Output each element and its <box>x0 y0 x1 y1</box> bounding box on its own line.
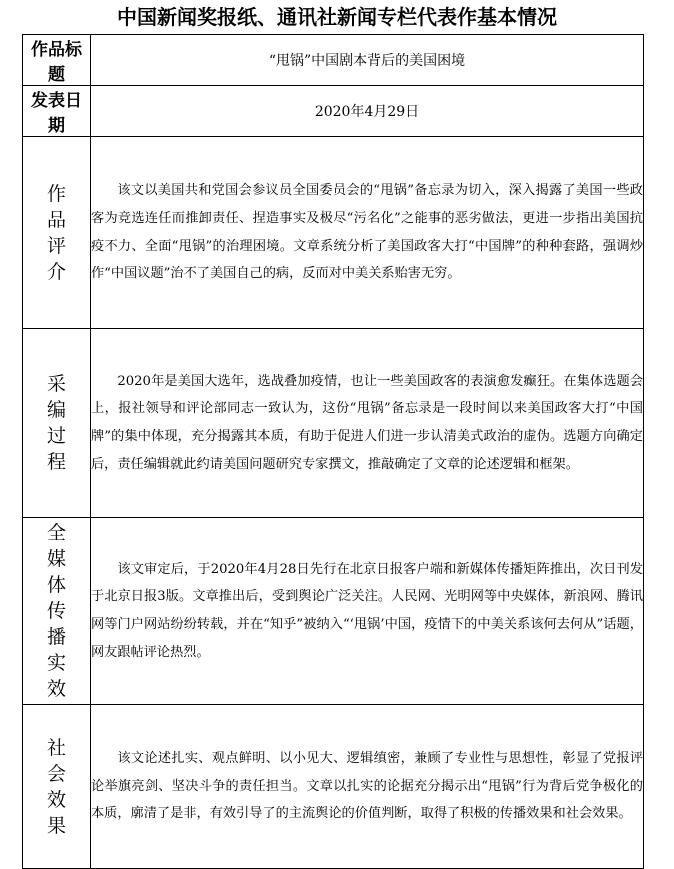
document-title: 中国新闻奖报纸、通讯社新闻专栏代表作基本情况 <box>117 5 557 29</box>
evaluation-label: 作品评介 <box>46 182 66 283</box>
media-effect-label: 全媒体传播实效 <box>46 522 66 700</box>
publish-date-label: 发表日期 <box>23 86 91 137</box>
publish-date-value: 2020年4月29日 <box>91 86 644 137</box>
process-cell <box>91 329 644 518</box>
process-label: 采编过程 <box>46 373 66 473</box>
info-table <box>22 34 644 869</box>
social-effect-label: 社会效果 <box>46 736 66 837</box>
evaluation-cell <box>91 137 644 329</box>
social-effect-cell <box>91 705 644 869</box>
row-publish-date <box>23 86 644 137</box>
row-process <box>23 329 644 518</box>
process-text: 2020年是美国大选年，选战叠加疫情，也让一些美国政客的表演愈发癫狂。在集体选题会上，报社领导和评论部同志一致认为，这份“甩锅”备忘录是一段时间以来美国政客大打“中国牌”的集中体现，充分揭露其本质，有助于促进人们进一步认清美式政治的虚伪。选题方向确定后，责任编辑就此约请美国问题研究专家撰文，推敲确定了文章的论述逻辑和框架。 <box>91 373 643 472</box>
media-effect-text: 该文审定后，于2020年4月28日先行在北京日报客户端和新媒体传播矩阵推出，次日刊发于北京日报3版。文章推出后，受到舆论广泛关注。人民网、光明网等中央媒体，新浪网、腾讯网等门户网站纷纷转载，并在“知乎”被纳入“‘甩锅’中国，疫情下的中美关系该何去何从”话题，网友跟帖评论热烈。 <box>91 561 643 660</box>
evaluation-text: 该文以美国共和党国会参议员全国委员会的“甩锅”备忘录为切入，深入揭露了美国一些政客为竞选连任而推卸责任、捏造事实及极尽“污名化”之能事的恶劣做法，更进一步指出美国抗疫不力、全面“甩锅”的治理困境。文章系统分析了美国政客大打“中国牌”的种种套路，强调炒作“中国议题”治不了美国自己的病，反而对中美关系贻害无穷。 <box>91 183 643 282</box>
social-effect-label-cell <box>23 705 91 869</box>
work-title-label: 作品标题 <box>23 35 91 86</box>
row-social-effect <box>23 705 644 869</box>
media-effect-cell <box>91 518 644 705</box>
media-effect-label-cell <box>23 518 91 705</box>
row-evaluation <box>23 137 644 329</box>
process-label-cell <box>23 329 91 518</box>
evaluation-label-cell <box>23 137 91 329</box>
row-work-title <box>23 35 644 86</box>
work-title-value: “甩锅”中国剧本背后的美国困境 <box>91 35 644 86</box>
social-effect-text: 该文论述扎实、观点鲜明、以小见大、逻辑缜密，兼顾了专业性与思想性，彰显了党报评论举旗亮剑、坚决斗争的责任担当。文章以扎实的论据充分揭示出“甩锅”行为背后党争极化的本质，廓清了是非，有效引导了的主流舆论的价值判断，取得了积极的传播效果和社会效果。 <box>91 751 643 822</box>
row-media-effect <box>23 518 644 705</box>
